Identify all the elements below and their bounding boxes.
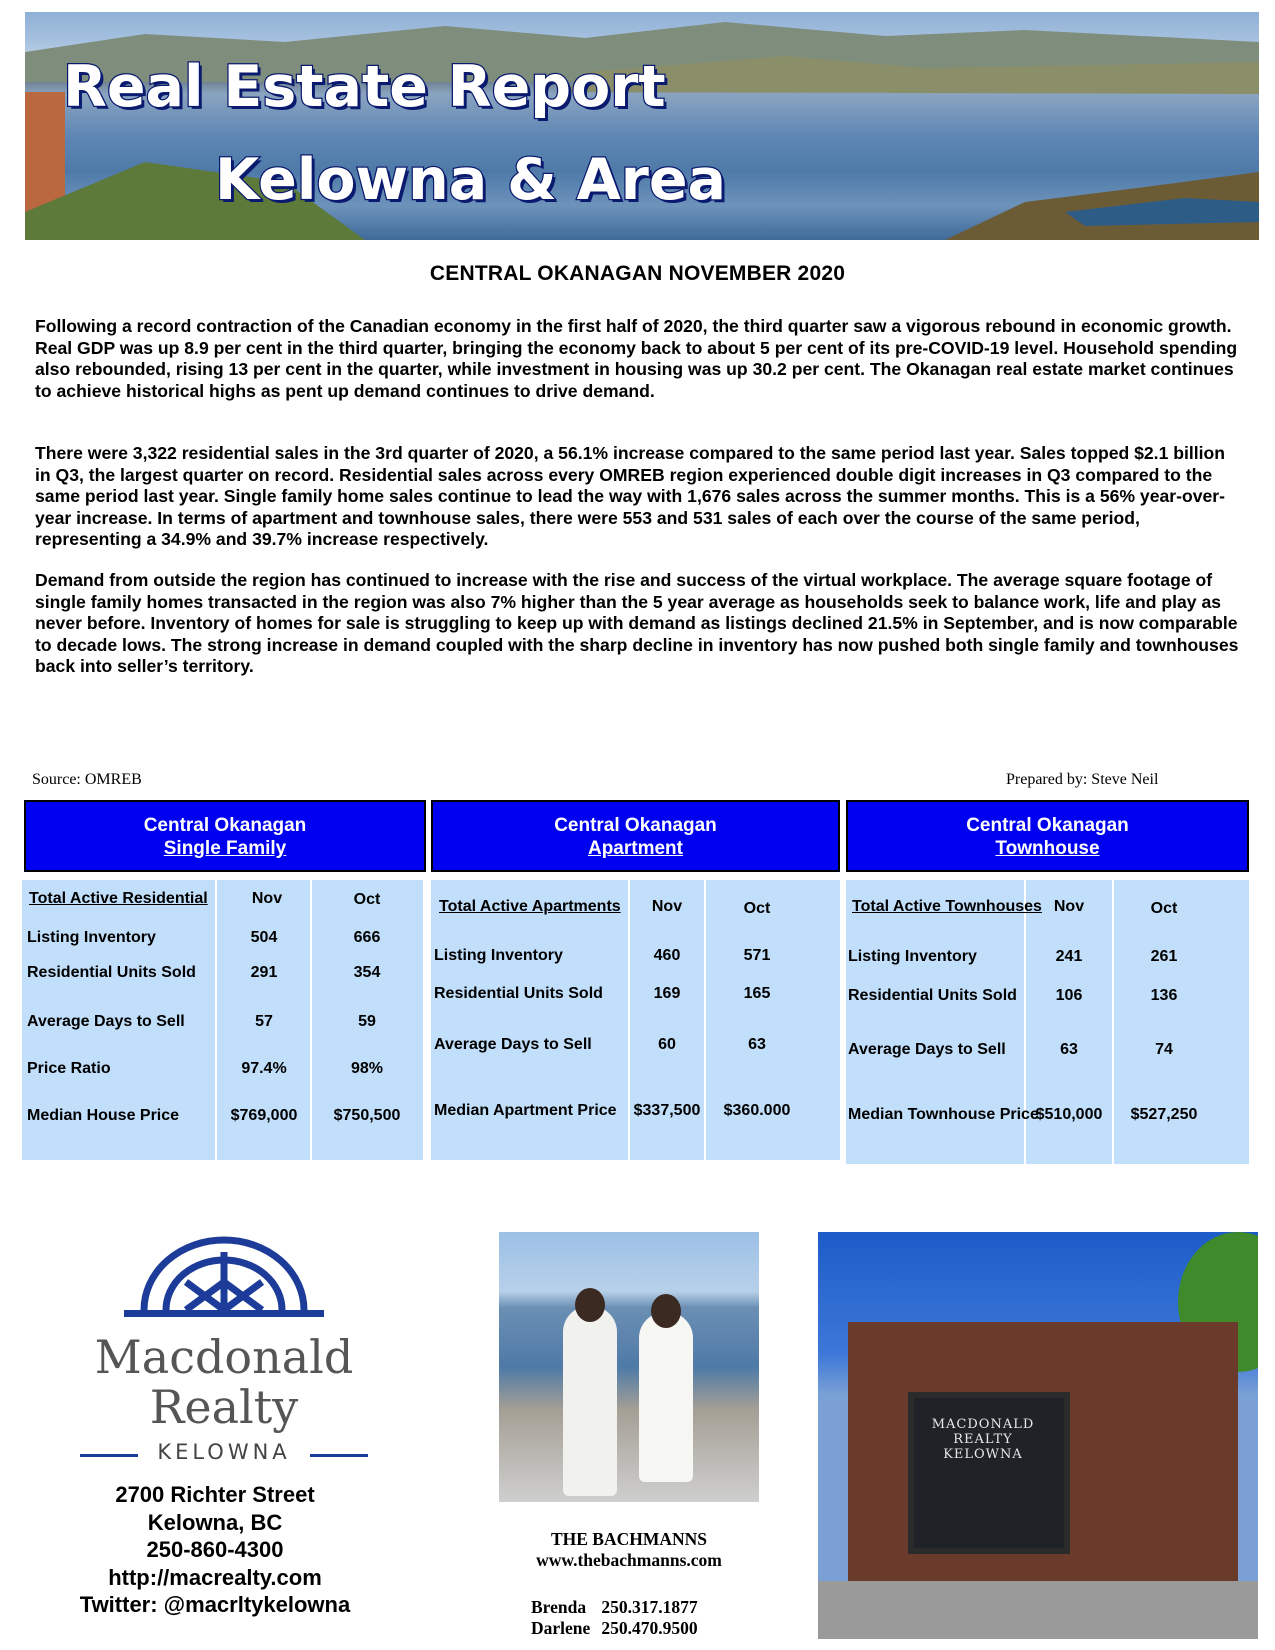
row-oct-value: $750,500 <box>333 1107 401 1124</box>
row-oct-value: 571 <box>743 947 771 964</box>
row-label: Median House Price <box>27 1107 180 1124</box>
row-oct-value: 354 <box>353 964 381 981</box>
row-oct-value: 261 <box>1150 948 1178 965</box>
paragraph-demand: Demand from outside the region has continued to increase with the rise and success of the virtual workplace. The average square footage of single family homes transacted in the region was also 7% higher than the 5 year average as households seek to balance work, life and play as never before. Inventory of homes for sale is struggling to keep up with demand as listings declined 21.5% in September, and is now comparable to decade lows. The strong increase in demand coupled with the sharp decline in inventory has now pushed both single family and townhouses back into seller’s territory. <box>35 570 1239 676</box>
single-family-type: Single Family <box>163 838 287 859</box>
row-nov-value: 63 <box>1060 1041 1078 1058</box>
prepared-by-label: Prepared by: Steve Neil <box>1006 771 1159 788</box>
report-banner <box>25 12 1259 240</box>
row-nov-value: 169 <box>653 985 681 1002</box>
row-label: Listing Inventory <box>434 947 563 964</box>
contact-row <box>531 1618 698 1639</box>
row-label: Residential Units Sold <box>27 964 196 981</box>
row-oct-value: 666 <box>353 929 381 946</box>
row-label: Residential Units Sold <box>848 987 1017 1004</box>
row-nov-value: 291 <box>250 964 278 981</box>
row-label: Median Apartment Price <box>434 1102 617 1119</box>
table-header-label: Total Active Apartments <box>439 898 621 915</box>
row-oct-value: $527,250 <box>1130 1106 1198 1123</box>
banner-title-line1: Real Estate Report <box>63 54 666 120</box>
logo-city: KELOWNA <box>157 1440 291 1464</box>
row-oct-value: 63 <box>748 1036 766 1053</box>
row-nov-value: 106 <box>1055 987 1083 1004</box>
source-label: Source: OMREB <box>32 771 142 788</box>
table-header-nov: Nov <box>251 890 283 907</box>
row-oct-value: $360.000 <box>723 1102 791 1119</box>
agents-contacts <box>531 1597 698 1639</box>
row-nov-value: 60 <box>658 1036 676 1053</box>
townhouse-region: Central Okanagan <box>966 815 1129 836</box>
contact-row <box>531 1597 698 1618</box>
address-street: 2700 Richter Street <box>115 1482 315 1507</box>
single-family-region: Central Okanagan <box>143 815 307 836</box>
address-city: Kelowna, BC <box>147 1509 283 1535</box>
address-twitter: Twitter: @macrltykelowna <box>79 1592 351 1617</box>
apartment-region: Central Okanagan <box>554 815 717 836</box>
row-oct-value: 59 <box>358 1013 376 1030</box>
row-label: Average Days to Sell <box>434 1036 592 1053</box>
office-address <box>40 1481 390 1619</box>
office-building-photo <box>818 1232 1258 1639</box>
agents-website: www.thebachmanns.com <box>536 1550 722 1570</box>
row-oct-value: 98% <box>350 1060 384 1077</box>
table-header-label: Total Active Residential <box>29 890 208 907</box>
agents-photo <box>499 1232 759 1502</box>
row-label: Residential Units Sold <box>434 985 603 1002</box>
macdonald-realty-logo <box>74 1232 374 1462</box>
contact-name: Brenda <box>531 1597 587 1617</box>
address-website: http://macrealty.com <box>108 1564 322 1590</box>
townhouse-header <box>846 800 1249 872</box>
apartment-header <box>431 800 840 872</box>
row-oct-value: 136 <box>1150 987 1178 1004</box>
row-nov-value: 460 <box>653 947 681 964</box>
row-nov-value: $769,000 <box>230 1107 298 1124</box>
paragraph-economy: Following a record contraction of the Canadian economy in the first half of 2020, the third quarter saw a vigorous rebound in economic growth. Real GDP was up 8.9 per cent in the third quarter, bringing the economy back to about 5 per cent of its pre-COVID-19 level. Household spending also rebounded, rising 13 per cent in the quarter, while investment in housing was up 30.2 per cent. The Okanagan real estate market continues to achieve historical highs as pent up demand continues to drive demand. <box>35 316 1238 401</box>
table-header-nov: Nov <box>651 898 683 915</box>
building-sign: MACDONALD REALTY KELOWNA <box>931 1417 1035 1462</box>
row-label: Median Townhouse Price <box>848 1106 1039 1123</box>
table-header-oct: Oct <box>1150 900 1178 917</box>
report-heading: CENTRAL OKANAGAN NOVEMBER 2020 <box>429 262 846 285</box>
agents-title: THE BACHMANNS <box>550 1529 708 1549</box>
row-nov-value: 241 <box>1055 948 1083 965</box>
contact-phone: 250.317.1877 <box>601 1597 698 1617</box>
row-label: Listing Inventory <box>27 929 156 946</box>
row-nov-value: $337,500 <box>633 1102 701 1119</box>
row-label: Price Ratio <box>27 1060 111 1077</box>
table-header-oct: Oct <box>353 891 381 908</box>
row-label: Average Days to Sell <box>27 1013 185 1030</box>
apartment-type: Apartment <box>587 838 683 859</box>
row-oct-value: 165 <box>743 985 771 1002</box>
row-nov-value: 504 <box>250 929 278 946</box>
row-label: Listing Inventory <box>848 948 977 965</box>
paragraph-sales: There were 3,322 residential sales in the 3rd quarter of 2020, a 56.1% increase compared to the same period last year. Sales topped $2.1 billion in Q3, the largest quarter on record. Residential sales across every OMREB region experienced double digit increases in Q3 compared to the same period last year. Single family home sales continue to lead the way with 1,676 sales across the summer months. This is a 56% year-over-year increase. In terms of apartment and townhouse sales, there were 553 and 531 sales of each over the course of the same period, representing a 34.9% and 39.7% increase respectively. <box>35 443 1226 549</box>
logo-name-line2: Realty <box>149 1380 299 1434</box>
table-header-oct: Oct <box>743 900 771 917</box>
logo-name-line1: Macdonald <box>94 1330 354 1384</box>
single-family-stats-table <box>22 880 423 1160</box>
row-nov-value: $510,000 <box>1035 1106 1103 1123</box>
wheel-logo-icon <box>74 1232 374 1327</box>
banner-title-line2: Kelowna & Area <box>215 147 726 213</box>
table-header-nov: Nov <box>1053 898 1085 915</box>
row-label: Average Days to Sell <box>848 1041 1006 1058</box>
contact-phone: 250.470.9500 <box>601 1618 698 1638</box>
row-oct-value: 74 <box>1155 1041 1173 1058</box>
address-phone: 250-860-4300 <box>146 1537 284 1562</box>
apartment-stats-table <box>431 880 840 1160</box>
single-family-header <box>24 800 426 872</box>
table-header-label: Total Active Townhouses <box>852 898 1042 915</box>
agents-info <box>499 1529 759 1571</box>
row-nov-value: 57 <box>255 1013 273 1030</box>
row-nov-value: 97.4% <box>241 1060 287 1077</box>
townhouse-type: Townhouse <box>995 838 1100 859</box>
contact-name: Darlene <box>531 1618 591 1638</box>
townhouse-stats-table <box>846 880 1249 1164</box>
